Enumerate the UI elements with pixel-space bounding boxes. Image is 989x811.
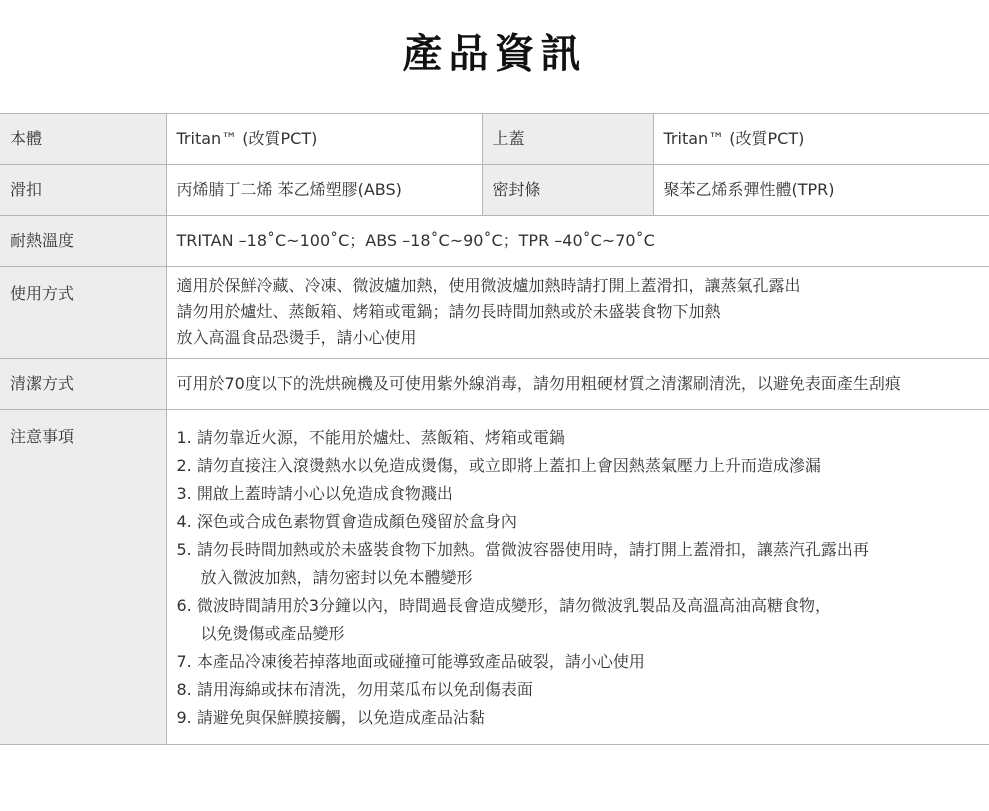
- note-item: 9. 請避免與保鮮膜接觸，以免造成產品沾黏: [176, 708, 485, 727]
- row-label-notes: 注意事項: [0, 410, 166, 745]
- row-label-usage: 使用方式: [0, 267, 166, 359]
- row-value-body: Tritan™ (改質PCT): [166, 114, 482, 165]
- note-item: 4. 深色或合成色素物質會造成顏色殘留於盒身內: [176, 512, 517, 531]
- usage-line: 放入高溫食品恐燙手，請小心使用: [176, 328, 417, 347]
- row-value-seal: 聚苯乙烯系彈性體(TPR): [653, 165, 989, 216]
- note-item: 8. 請用海綿或抹布清洗，勿用菜瓜布以免刮傷表面: [176, 680, 533, 699]
- table-row-temperature: [0, 216, 989, 267]
- row-value-usage: [166, 267, 989, 359]
- note-item-continuation: 以免燙傷或產品變形: [200, 624, 345, 643]
- row-value-temperature: TRITAN –18˚C~100˚C；ABS –18˚C~90˚C；TPR –40˚C~70˚C: [166, 216, 989, 267]
- row-label-cleaning: 清潔方式: [0, 359, 166, 410]
- table-row-body: [0, 114, 989, 165]
- note-item: 2. 請勿直接注入滾燙熱水以免造成燙傷，或立即將上蓋扣上會因熱蒸氣壓力上升而造成滲漏: [176, 456, 821, 475]
- table-row-usage: [0, 267, 989, 359]
- table-row-notes: [0, 410, 989, 745]
- row-value-cleaning: 可用於70度以下的洗烘碗機及可使用紫外線消毒，請勿用粗硬材質之清潔刷清洗，以避免表面產生刮痕: [166, 359, 989, 410]
- row-value-lid: Tritan™ (改質PCT): [653, 114, 989, 165]
- row-label-lid: 上蓋: [482, 114, 653, 165]
- table-row-slider: [0, 165, 989, 216]
- product-spec-table: [0, 113, 989, 745]
- usage-line: 適用於保鮮冷藏、冷凍、微波爐加熱，使用微波爐加熱時請打開上蓋滑扣，讓蒸氣孔露出: [176, 276, 801, 295]
- row-label-slider: 滑扣: [0, 165, 166, 216]
- note-item: 7. 本產品冷凍後若掉落地面或碰撞可能導致產品破裂，請小心使用: [176, 652, 645, 671]
- page-title: 產品資訊: [402, 31, 587, 77]
- table-row-cleaning: [0, 359, 989, 410]
- note-item: 1. 請勿靠近火源，不能用於爐灶、蒸飯箱、烤箱或電鍋: [176, 428, 565, 447]
- usage-line: 請勿用於爐灶、蒸飯箱、烤箱或電鍋；請勿長時間加熱或於未盛裝食物下加熱: [176, 302, 721, 321]
- row-value-notes: [166, 410, 989, 745]
- row-label-body: 本體: [0, 114, 166, 165]
- row-label-seal: 密封條: [482, 165, 653, 216]
- row-label-temperature: 耐熱溫度: [0, 216, 166, 267]
- note-item: 5. 請勿長時間加熱或於未盛裝食物下加熱。當微波容器使用時，請打開上蓋滑扣，讓蒸汽孔露出再: [176, 540, 869, 559]
- note-item: 3. 開啟上蓋時請小心以免造成食物濺出: [176, 484, 453, 503]
- note-item: 6. 微波時間請用於3分鐘以內，時間過長會造成變形，請勿微波乳製品及高溫高油高糖食物，: [176, 596, 832, 615]
- note-item-continuation: 放入微波加熱，請勿密封以免本體變形: [200, 568, 473, 587]
- row-value-slider: 丙烯腈丁二烯 苯乙烯塑膠(ABS): [166, 165, 482, 216]
